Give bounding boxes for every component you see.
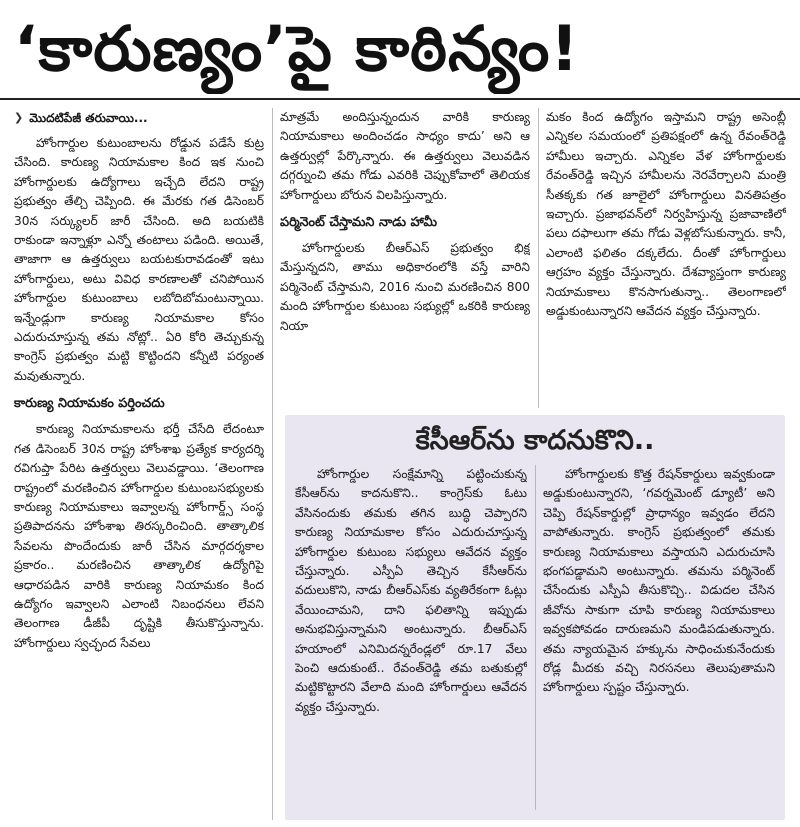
box-column-right [543,465,775,815]
subheading: కారుణ్య నియామకం పర్తించదు [14,396,165,412]
box-column-left [295,465,527,815]
column-divider [538,108,539,408]
article-paragraph: హోంగార్డులకు కొత్త రేషన్‌కార్డులు ఇవ్వకుండా అడ్డుకుంటున్నారని, ‘గవర్నమెంట్ డ్యూటీ’ అని చెప్పి రేషన్‌కార్డుల్లో ప్రాధాన్యం ఇవ్వడం లేదని వాపోతున్నారు. కాంగ్రెస్ ప్రభుత్వంలో తమకు కారుణ్య నియామకాలు వస్తాయని ఎదురుచూసి భంగపడ్డామని అంటున్నారు. తమను పర్మినెంట్ చేసేందుకు ఎస్పీఏ తీసుకొచ్చి.. విడుదల చేసిన జీవోను సాకుగా చూపి కారుణ్య నియామకాలు ఇవ్వకపోవడం దారుణమని మండిపడుతున్నారు. తమ న్యాయమైన హక్కును సాధించుకునేందుకు రోడ్ల మీదకు వచ్చి నిరసనలు తెలుపుతామని హోంగార్డులు స్పష్టం చేస్తున్నారు. [543,467,775,695]
headline: ‘కారుణ్యం’పై కాఠిన్యం! [14,12,580,85]
article-paragraph: హోంగార్డుల కుటుంబాలను రోడ్డున పడేసే కుట్ర చేసింది. కారుణ్య నియామకాల కింద ఇక నుంచి హోంగార్డులకు ఉద్యోగాలు ఇచ్చేది లేదని రాష్ట్ర ప్రభుత్వం తేల్చి చెప్పింది. ఈ మేరకు గత డిసెంబర్ 30న సర్క్యులర్ జారీ చేసింది. అది బయటికి రాకుండా ఇన్నాళ్లూ ఎన్నో తంటాలు పడింది. అయితే, తాజాగా ఆ ఉత్తర్వులు బయటకురావడంతో ఇటు హోంగార్డులు, అటు వివిధ కారణాలతో చనిపోయిన హోంగార్డుల కుటుంబాలు లబోదిబోమంటున్నాయి. ఇన్నేండ్లుగా కారుణ్య నియామకాల కోసం ఎదురుచూస్తున్న తమ నోట్లో.. ఏరి కోరి తెచ్చుకున్న కాంగ్రెస్ ప్రభుత్వం మట్టి కొట్టిందని కన్నీటి పర్యంత మవుతున్నారు. [14,136,264,383]
column-1 [14,108,264,820]
article-paragraph: కారుణ్య నియామకాలను భర్తీ చేసేది లేదంటూ గత డిసెంబర్ 30న రాష్ట్ర హోంశాఖ ప్రత్యేక కార్యదర్శి రవిగుప్తా పేరిట ఉత్తర్వులు వెలువడ్డాయి. ‘తెలంగాణ రాష్ట్రంలో మరణించిన హోంగార్డుల కుటుంబసభ్యులకు కారుణ్య నియామకాలు ఇవ్వాలన్న హోంగార్డ్స్ సంస్థ ప్రతిపాదనను హోంశాఖ తిరస్కరించింది. తాత్కాలిక సేవలను పొందేందుకు జారీ చేసిన మార్గదర్శకాల ప్రకారం.. మరణించిన తాత్కాలిక ఉద్యోగిపై ఆధారపడిన వారికి కారుణ్య నియామకం కింద ఉద్యోగం ఇవ్వాలని ఎలాంటి నిబంధనలు లేవని తెలంగాణ డీజీపీ దృష్టికి తీసుకొస్తున్నాను. హోంగార్డులు స్వచ్ఛంద సేవలు [14,422,264,650]
column-3 [546,108,786,408]
article-paragraph: హోంగార్డుల సంక్షేమాన్ని పట్టించుకున్న కేసీఆర్‌ను కాదనుకొని.. కాంగ్రెస్‌కు ఓటు వేసినందుకు తమకు తగిన బుద్ధి చెప్పారని కారుణ్య నియామకాల కోసం ఎదురుచూస్తున్న హోంగార్డుల కుటుంబ సభ్యులు ఆవేదన వ్యక్తం చేస్తున్నారు. ఎస్పీఏ తెచ్చిన కేసీఆర్‌ను వదులుకొని, నాడు బీఆర్ఎస్‌కు వ్యతిరేకంగా ఓట్లు వేయించామని, దాని ఫలితాన్ని ఇప్పుడు అనుభవిస్తున్నామని అంటున్నారు. బీఆర్ఎస్ హయాంలో ఎనిమిదన్నరేండ్లలో రూ.17 వేలు పెంచి ఆదుకుంటే.. రేవంత్‌రెడ్డి తమ బతుకుల్లో మట్టికొట్టారని వేలాది మంది హోంగార్డులు ఆవేదన వ్యక్తం చేస్తున్నారు. [295,467,527,714]
box-column-divider [535,465,536,810]
article-paragraph: మాత్రమే అందిస్తున్నందున వారికి కారుణ్య నియామకాలు అందించడం సాధ్యం కాదు’ అని ఆ ఉత్తర్వుల్లో పేర్కొన్నారు. ఈ ఉత్తర్వులు వెలువడిన దగ్గర్నుంచి తమ గోడు ఎవరికి చెప్పుకోవాలో తెలియక హోంగార్డులు బోరున విలపిస్తున్నారు. [280,110,530,202]
continued-from-front-page [14,108,264,128]
column-divider [272,108,273,820]
sidebar-box [285,415,785,820]
column-2 [280,108,530,408]
chevron-right-icon: ❯ [14,111,24,124]
article-paragraph: మకం కింద ఉద్యోగం ఇస్తామని రాష్ట్ర అసెంబ్లీ ఎన్నికల సమయంలో ప్రతిపక్షంలో ఉన్న రేవంత్‌రెడ్డి హామీలు ఇచ్చారు. ఎన్నికల వేళ హోంగార్డులకు రేవంత్‌రెడ్డి ఇచ్చిన హామీలను నెరవేర్చాలని మంత్రి సీతక్కకు గత జూలైలో హోంగార్డులు వినతిపత్రం ఇచ్చారు. ప్రజాభవన్‌లో నిర్వహిస్తున్న ప్రజావాణిలో పలు దఫాలుగా తమ గోడు వెళ్లబోసుకున్నారు. కానీ, ఎలాంటి ఫలితం దక్కలేదు. దీంతో హోంగార్డులు ఆగ్రహం వ్యక్తం చేస్తున్నారు. దేశవ్యాప్తంగా కారుణ్య నియామకాలు కొనసాగుతున్నా.. తెలంగాణలో అడ్డుకుంటున్నారని ఆవేదన వ్యక్తం చేస్తున్నారు. [546,110,786,319]
subheading: పర్మినెంట్ చేస్తామని నాడు హామీ [280,215,437,231]
continued-label: మొదటిపేజీ తరువాయి... [29,111,148,125]
headline-rule [0,98,800,100]
article-paragraph: హోంగార్డులకు బీఆర్ఎస్ ప్రభుత్వం భిక్ష మేస్తున్నదని, తాము అధికారంలోకి వస్తే వారిని పర్మినెంట్ చేస్తామని, 2016 నుంచి మరణించిన 800 మంది హోంగార్డుల కుటుంబ సభ్యుల్లో ఒకరికి కారుణ్య నియా [280,241,530,333]
box-title: కేసీఆర్‌ను కాదనుకొని.. [415,425,655,456]
